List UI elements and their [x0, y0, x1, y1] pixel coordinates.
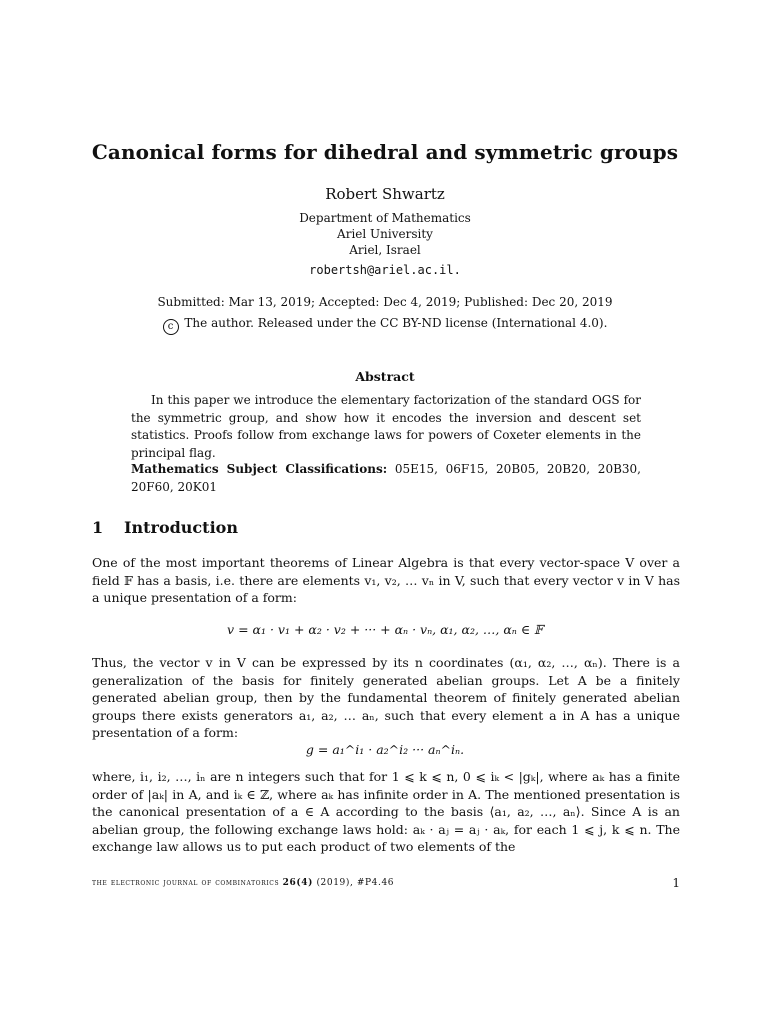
affiliation-location: Ariel, Israel	[349, 243, 421, 257]
footer-volume: 26(4)	[282, 878, 313, 888]
affiliation-university: Ariel University	[337, 227, 433, 241]
equation-1: v = α₁ · v₁ + α₂ · v₂ + ··· + αₙ · vₙ, α₁, α₂, …, αₙ ∈ 𝔽	[227, 622, 543, 637]
paragraph-1-text: One of the most important theorems of Linear Algebra is that every vector-space V over a field 𝔽 has a basis, i.e. there are elements v₁, v₂, … vₙ in V, such that every vector v in V has a unique presentation of a form:	[92, 555, 680, 605]
copyright-icon: c	[163, 319, 179, 335]
section-number: 1	[92, 518, 104, 537]
paragraph-1	[92, 554, 680, 607]
footer-journal-name: the electronic journal of combinatorics	[92, 878, 280, 888]
publication-dates: Submitted: Mar 13, 2019; Accepted: Dec 4, 2019; Published: Dec 20, 2019	[157, 295, 613, 309]
license-line	[0, 316, 770, 335]
msc-label: Mathematics Subject Classifications:	[131, 462, 388, 476]
page-number: 1	[672, 876, 680, 890]
affiliation-department: Department of Mathematics	[299, 211, 471, 225]
paragraph-2-text: Thus, the vector v in V can be expressed by its n coordinates (α₁, α₂, …, αₙ). There is a generalization of the basis for finitely generated abelian groups. Let A be a finitely generated abelian group, then by the fundamental theorem of finitely generated abelian groups there exists generators a₁, a₂, … aₙ, such that every element a in A has a unique presentation of a form:	[92, 655, 680, 740]
abstract-text: In this paper we introduce the elementary factorization of the standard OGS for the symmetric group, and show how it encodes the inversion and descent set statistics. Proofs follow from exchange laws for powers of Coxeter elements in the principal flag.	[131, 393, 641, 460]
footer-issue: (2019), #P4.46	[316, 878, 395, 888]
license-text: The author. Released under the CC BY-ND license (International 4.0).	[184, 316, 608, 330]
msc-line	[131, 461, 641, 496]
paragraph-2	[92, 654, 680, 742]
paragraph-3	[92, 768, 680, 856]
section-heading	[92, 518, 238, 537]
affiliation	[0, 210, 770, 258]
paper-title: Canonical forms for dihedral and symmetric groups	[91, 140, 679, 164]
author-email: robertsh@ariel.ac.il.	[309, 263, 461, 277]
msc-codes: 05E15, 06F15, 20B05, 20B20, 20B30, 20F60, 20K01	[131, 462, 641, 494]
paragraph-3-text: where, i₁, i₂, …, iₙ are n integers such that for 1 ⩽ k ⩽ n, 0 ⩽ iₖ < |gₖ|, where aₖ has a finite order of |aₖ| in A, and iₖ ∈ ℤ, where aₖ has infinite order in A. The mentioned presentation is the canonical presentation of a ∈ A according to the basis ⟨a₁, a₂, …, aₙ⟩. Since A is an abelian group, the following exchange laws hold: aₖ · aⱼ = aⱼ · aₖ, for each 1 ⩽ j, k ⩽ n. The exchange law allows us to put each product of two elements of the	[92, 769, 680, 854]
abstract-heading: Abstract	[355, 369, 415, 384]
footer-journal	[92, 878, 394, 888]
abstract-body	[131, 392, 641, 462]
section-title: Introduction	[124, 518, 238, 537]
author-name: Robert Shwartz	[325, 185, 445, 203]
equation-2: g = a₁^i₁ · a₂^i₂ ··· aₙ^iₙ.	[305, 742, 465, 757]
